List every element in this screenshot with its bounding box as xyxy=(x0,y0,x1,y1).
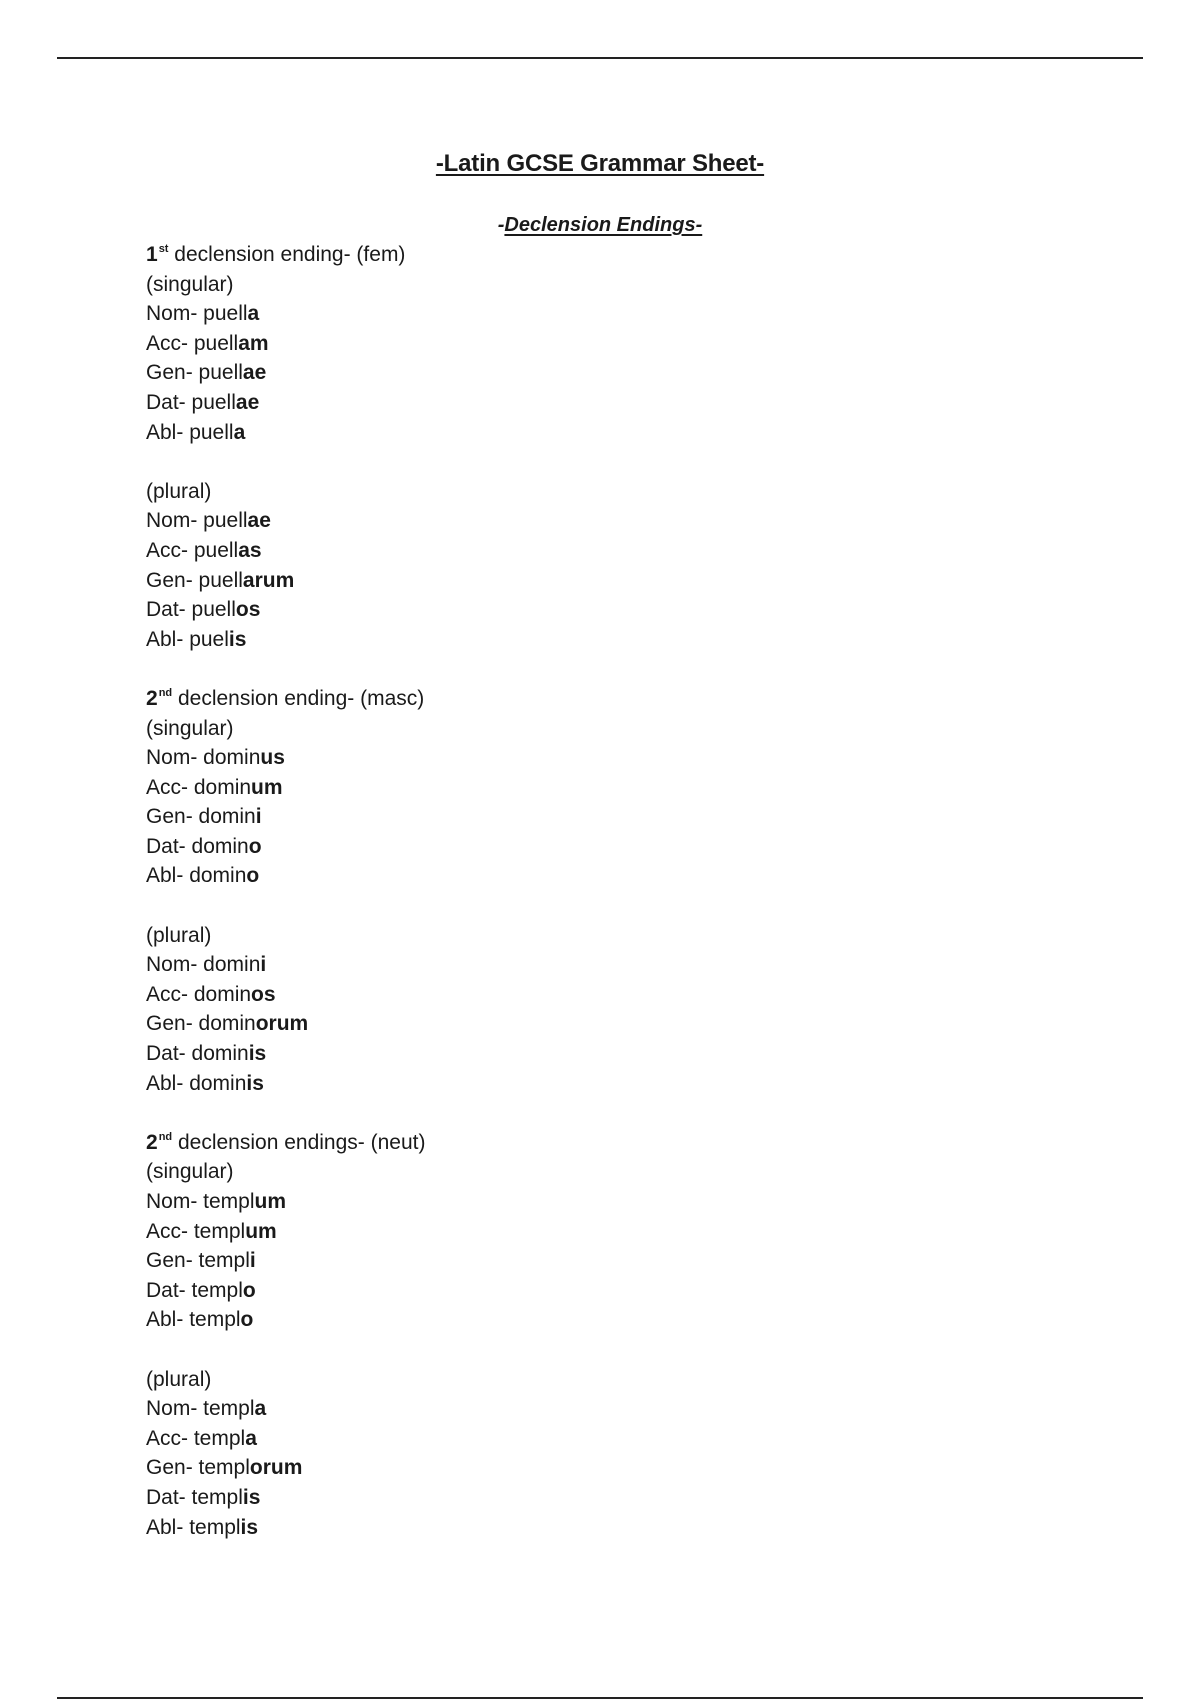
case-row xyxy=(146,861,1046,891)
case-row xyxy=(146,743,1046,773)
case-row xyxy=(146,506,1046,536)
case-name: Gen- xyxy=(146,1012,199,1036)
section-subtitle xyxy=(0,211,1200,239)
case-name: Nom- xyxy=(146,746,204,770)
word-ending: i xyxy=(255,805,262,829)
word-ending: os xyxy=(235,598,261,622)
word-stem: puell xyxy=(189,420,234,444)
case-row xyxy=(146,536,1046,566)
number-label: (singular) xyxy=(146,716,234,740)
subtitle-prefix: - xyxy=(497,214,505,236)
case-name: Acc- xyxy=(146,775,194,799)
case-row xyxy=(146,1187,1046,1217)
case-name: Dat- xyxy=(146,390,192,414)
case-name: Abl- xyxy=(146,1515,190,1539)
word-ending: a xyxy=(247,302,260,326)
word-ending: o xyxy=(242,1278,256,1302)
spacer xyxy=(146,447,1046,477)
case-row xyxy=(146,388,1046,418)
case-row xyxy=(146,1009,1046,1039)
word-stem: domin xyxy=(198,1012,256,1036)
case-row xyxy=(146,1246,1046,1276)
word-stem: templ xyxy=(203,1397,255,1421)
case-name: Acc- xyxy=(146,538,194,562)
declension-heading-text: declension ending- (fem) xyxy=(168,243,406,266)
word-stem: templ xyxy=(191,1278,243,1302)
case-row xyxy=(146,802,1046,832)
case-name: Acc- xyxy=(146,331,194,355)
word-ending: is xyxy=(242,1485,261,1509)
word-ending: o xyxy=(240,1308,254,1332)
case-name: Acc- xyxy=(146,1219,194,1243)
case-name: Dat- xyxy=(146,1042,192,1066)
word-ending: am xyxy=(238,331,269,355)
header-rule xyxy=(57,57,1143,59)
case-row xyxy=(146,1276,1046,1306)
case-row xyxy=(146,1394,1046,1424)
word-stem: puell xyxy=(198,568,243,592)
word-stem: puell xyxy=(203,509,248,533)
footer-rule xyxy=(57,1697,1143,1699)
declension-heading-text: declension endings- (neut) xyxy=(172,1130,426,1154)
word-stem: puell xyxy=(193,331,239,355)
word-ending: i xyxy=(249,1249,256,1273)
case-name: Nom- xyxy=(146,302,204,326)
word-stem: templ xyxy=(191,1485,243,1509)
word-stem: domin xyxy=(203,953,261,977)
page-title-text: -Latin GCSE Grammar Sheet- xyxy=(435,150,765,177)
word-stem: puell xyxy=(191,390,236,414)
word-stem: domin xyxy=(193,982,252,1006)
case-name: Gen- xyxy=(146,1249,199,1273)
case-name: Abl- xyxy=(146,1308,190,1332)
declension-heading xyxy=(146,684,1046,714)
word-stem: templ xyxy=(198,1456,250,1480)
case-name: Abl- xyxy=(146,864,190,888)
spacer xyxy=(146,1098,1046,1128)
case-name: Nom- xyxy=(146,953,204,977)
word-ending: o xyxy=(246,864,260,888)
declension-number: 2 xyxy=(146,686,158,710)
case-row xyxy=(146,980,1046,1010)
case-row xyxy=(146,1039,1046,1069)
word-ending: i xyxy=(260,953,267,977)
word-ending: arum xyxy=(242,568,295,592)
case-name: Nom- xyxy=(146,509,204,533)
case-name: Dat- xyxy=(146,834,192,858)
declension-heading xyxy=(146,1128,1046,1158)
spacer xyxy=(146,891,1046,921)
case-name: Dat- xyxy=(146,1278,192,1302)
case-name: Acc- xyxy=(146,1426,194,1450)
number-label: (plural) xyxy=(146,1367,212,1391)
word-stem: templ xyxy=(193,1219,246,1243)
word-stem: domin xyxy=(198,805,256,829)
word-ending: ae xyxy=(242,361,267,385)
case-name: Nom- xyxy=(146,1397,204,1421)
case-name: Abl- xyxy=(146,420,190,444)
ordinal-suffix: nd xyxy=(158,686,173,699)
word-ending: um xyxy=(254,1190,287,1213)
declension-heading-text: declension ending- (masc) xyxy=(172,686,425,710)
case-row xyxy=(146,358,1046,388)
word-stem: domin xyxy=(203,746,261,770)
word-stem: domin xyxy=(189,864,247,888)
word-stem: templ xyxy=(193,1426,246,1450)
word-ending: a xyxy=(245,1426,257,1450)
word-ending: ae xyxy=(235,390,260,414)
case-row xyxy=(146,625,1046,655)
word-ending: is xyxy=(246,1071,264,1095)
case-row xyxy=(146,1483,1046,1513)
word-stem: domin xyxy=(189,1071,247,1095)
case-row xyxy=(146,1424,1046,1454)
word-ending: us xyxy=(260,746,285,770)
case-name: Gen- xyxy=(146,1456,199,1480)
declension-number: 1 xyxy=(146,243,158,266)
number-label: (plural) xyxy=(146,479,212,503)
word-ending: um xyxy=(245,1219,277,1243)
word-stem: puell xyxy=(193,538,239,562)
word-stem: templ xyxy=(189,1308,241,1332)
spacer xyxy=(146,1335,1046,1365)
word-stem: puel xyxy=(189,627,229,651)
declension-heading xyxy=(146,240,1046,270)
case-name: Gen- xyxy=(146,568,199,592)
case-row xyxy=(146,418,1046,448)
ordinal-suffix: st xyxy=(158,243,169,255)
case-name: Abl- xyxy=(146,627,190,651)
case-row xyxy=(146,832,1046,862)
subtitle-text: Declension Endings- xyxy=(504,214,703,236)
word-stem: domin xyxy=(191,1042,249,1066)
word-stem: templ xyxy=(189,1515,241,1539)
word-ending: ae xyxy=(247,509,271,533)
word-stem: domin xyxy=(193,775,252,799)
case-row xyxy=(146,1513,1046,1543)
declension-number: 2 xyxy=(146,1130,158,1154)
word-stem: puell xyxy=(198,361,243,385)
case-name: Gen- xyxy=(146,361,199,385)
word-ending: o xyxy=(248,834,262,858)
case-row xyxy=(146,566,1046,596)
case-row xyxy=(146,299,1046,329)
case-row xyxy=(146,773,1046,803)
word-ending: is xyxy=(248,1042,267,1066)
word-ending: um xyxy=(251,775,283,799)
case-name: Nom- xyxy=(146,1190,204,1213)
case-row xyxy=(146,1217,1046,1247)
spacer xyxy=(146,654,1046,684)
case-name: Acc- xyxy=(146,982,194,1006)
page-title xyxy=(0,148,1200,180)
word-ending: os xyxy=(251,982,276,1006)
word-ending: is xyxy=(228,627,247,651)
declension-content xyxy=(146,240,1046,1542)
case-name: Dat- xyxy=(146,598,192,622)
word-stem: templ xyxy=(198,1249,250,1273)
case-row xyxy=(146,595,1046,625)
ordinal-suffix: nd xyxy=(158,1130,173,1143)
word-stem: domin xyxy=(191,834,249,858)
word-ending: as xyxy=(238,538,262,562)
case-row xyxy=(146,329,1046,359)
number-label: (singular) xyxy=(146,272,234,296)
word-stem: puell xyxy=(191,598,236,622)
number-label: (plural) xyxy=(146,923,212,947)
case-name: Abl- xyxy=(146,1071,190,1095)
word-stem: puell xyxy=(203,302,248,326)
case-row xyxy=(146,1069,1046,1099)
word-stem: templ xyxy=(203,1190,255,1213)
word-ending: a xyxy=(233,420,246,444)
case-row xyxy=(146,1453,1046,1483)
number-label: (singular) xyxy=(146,1160,234,1184)
word-ending: orum xyxy=(255,1012,309,1036)
case-name: Dat- xyxy=(146,1485,192,1509)
case-row xyxy=(146,1305,1046,1335)
word-ending: is xyxy=(240,1515,259,1539)
word-ending: a xyxy=(254,1397,267,1421)
word-ending: orum xyxy=(249,1456,303,1480)
case-name: Gen- xyxy=(146,805,199,829)
case-row xyxy=(146,950,1046,980)
